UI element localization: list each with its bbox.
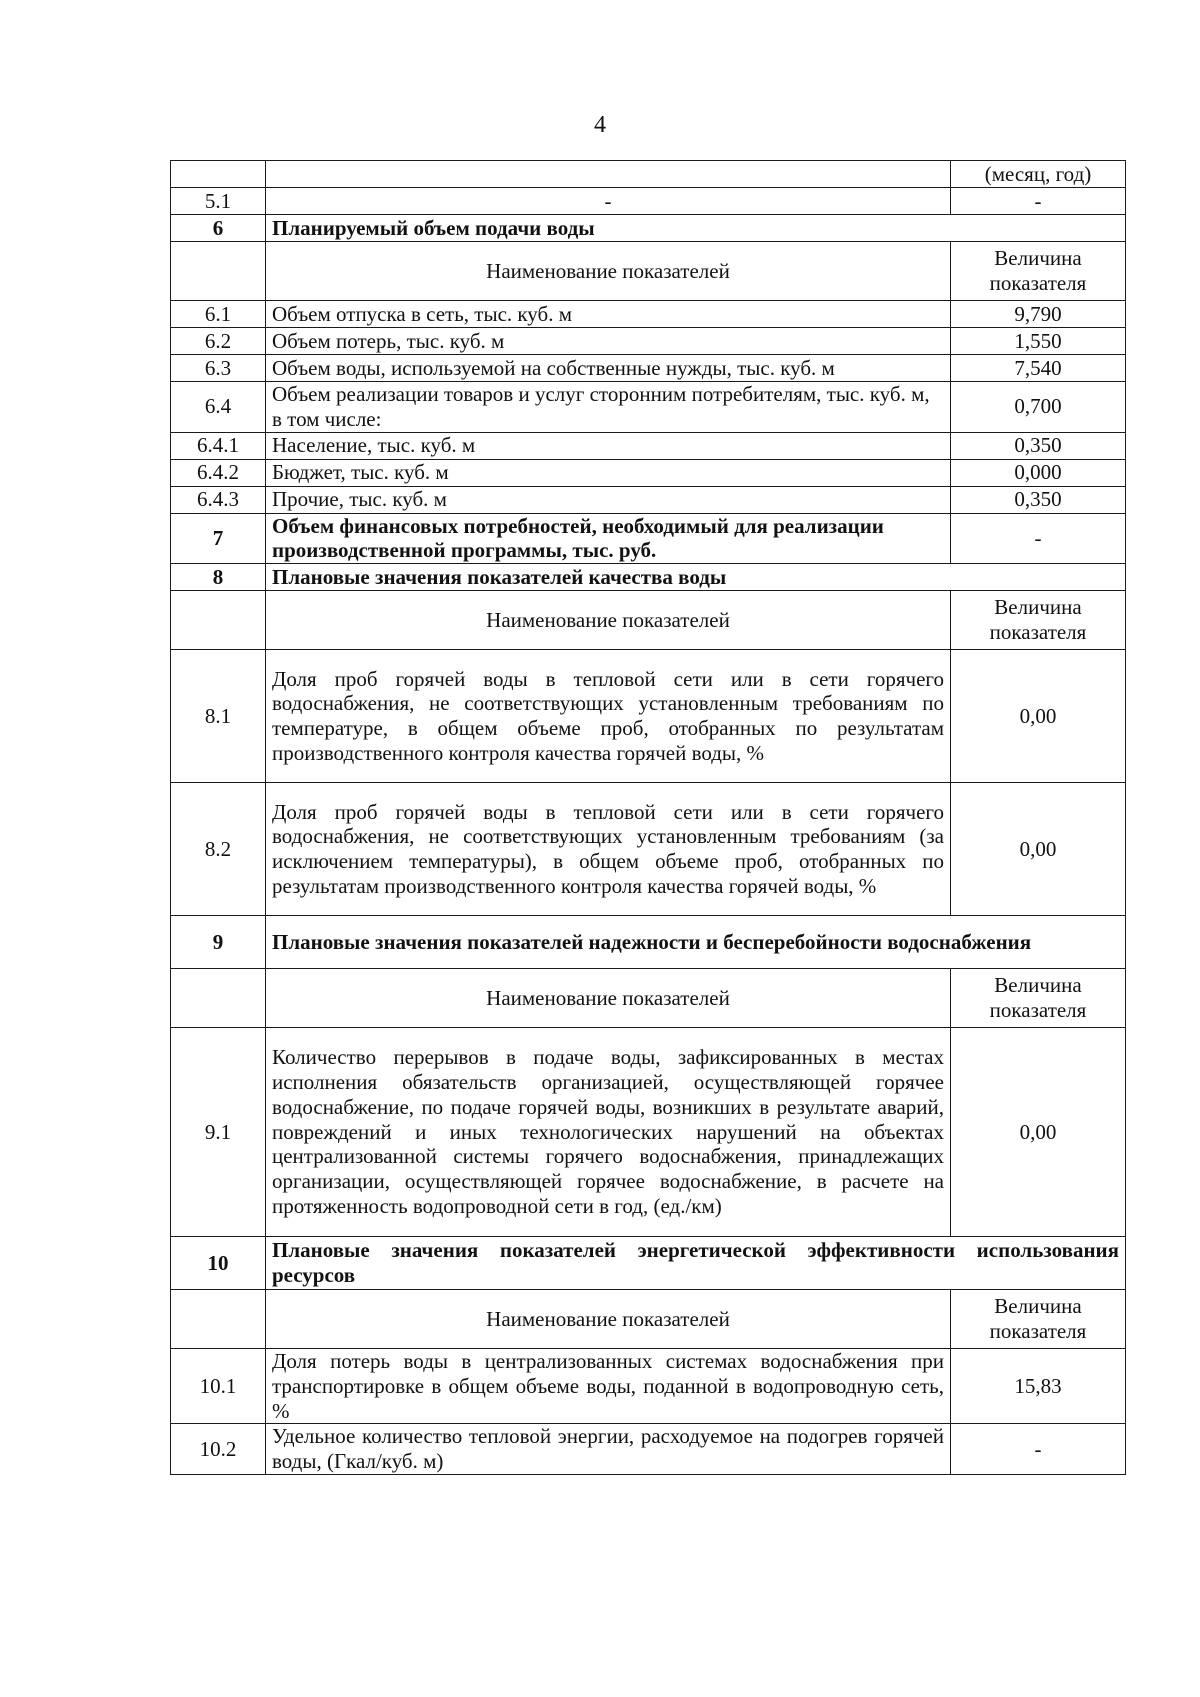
table-row [171, 486, 1126, 513]
header-value: Величина показателя [951, 1290, 1126, 1349]
table-row [171, 432, 1126, 459]
indicators-table [170, 160, 1126, 1475]
table-row [171, 459, 1126, 486]
row-number: 6.3 [171, 355, 266, 382]
page-number: 4 [594, 112, 606, 138]
section-number: 6 [171, 215, 266, 242]
section-row [171, 215, 1126, 242]
empty-cell [171, 969, 266, 1028]
header-name: Наименование показателей [266, 591, 951, 650]
row-number: 6.4.2 [171, 459, 266, 486]
table-row [171, 161, 1126, 188]
row-number: 10.2 [171, 1424, 266, 1475]
month-year-label: (месяц, год) [951, 161, 1126, 188]
row-number: 5.1 [171, 188, 266, 215]
row-number: 8.2 [171, 783, 266, 916]
row-value: 0,00 [951, 650, 1126, 783]
row-value: 1,550 [951, 328, 1126, 355]
section-title: Плановые значения показателей энергетической эффективности использования ресурсов [266, 1237, 1126, 1290]
row-number: 6.1 [171, 301, 266, 328]
row-number: 8.1 [171, 650, 266, 783]
section-row [171, 1237, 1126, 1290]
row-value: 7,540 [951, 355, 1126, 382]
section-title: Плановые значения показателей качества воды [266, 564, 1126, 591]
table-row [171, 783, 1126, 916]
section-row [171, 513, 1126, 564]
table-row [171, 382, 1126, 433]
row-number: 6.4.3 [171, 486, 266, 513]
row-name: Доля проб горячей воды в тепловой сети или в сети горячего водоснабжения, не соответствующих установленным требованиям по температуре, в общем объеме проб, отобранных по результатам производственного контроля качества горячей воды, % [266, 650, 951, 783]
row-value: 0,00 [951, 1028, 1126, 1237]
row-value: 15,83 [951, 1349, 1126, 1424]
section-title: Плановые значения показателей надежности и бесперебойности водоснабжения [266, 916, 1126, 969]
row-name: Доля потерь воды в централизованных системах водоснабжения при транспортировке в общем объеме воды, поданной в водопроводную сеть, % [266, 1349, 951, 1424]
header-value: Величина показателя [951, 969, 1126, 1028]
header-row [171, 591, 1126, 650]
table-row [171, 188, 1126, 215]
section-number: 8 [171, 564, 266, 591]
header-row [171, 1290, 1126, 1349]
row-name: Удельное количество тепловой энергии, расходуемое на подогрев горячей воды, (Гкал/куб. м) [266, 1424, 951, 1475]
row-value: - [951, 1424, 1126, 1475]
row-value: 9,790 [951, 301, 1126, 328]
table-row [171, 1349, 1126, 1424]
row-name: Объем потерь, тыс. куб. м [266, 328, 951, 355]
row-value: 0,350 [951, 432, 1126, 459]
header-name: Наименование показателей [266, 242, 951, 301]
row-value: - [951, 188, 1126, 215]
empty-cell [171, 591, 266, 650]
row-number: 6.4 [171, 382, 266, 433]
section-row [171, 916, 1126, 969]
row-number: 6.2 [171, 328, 266, 355]
empty-cell [171, 161, 266, 188]
section-number: 9 [171, 916, 266, 969]
section-value: - [951, 513, 1126, 564]
row-name: Количество перерывов в подаче воды, зафиксированных в местах исполнения обязательств организацией, осуществляющей горячее водоснабжение, по подаче горячей воды, возникших в результате аварий, повреждений и иных технологических нарушений на объектах централизованной системы горячего водоснабжения, принадлежащих организации, осуществляющей горячее водоснабжение, в расчете на протяженность водопроводной сети в год, (ед./км) [266, 1028, 951, 1237]
header-row [171, 242, 1126, 301]
row-name: Объем реализации товаров и услуг сторонним потребителям, тыс. куб. м, в том числе: [266, 382, 951, 433]
header-value: Величина показателя [951, 591, 1126, 650]
section-number: 7 [171, 513, 266, 564]
row-name: - [266, 188, 951, 215]
row-name: Бюджет, тыс. куб. м [266, 459, 951, 486]
header-name: Наименование показателей [266, 1290, 951, 1349]
row-name: Население, тыс. куб. м [266, 432, 951, 459]
table-row [171, 1424, 1126, 1475]
empty-cell [266, 161, 951, 188]
section-title: Планируемый объем подачи воды [266, 215, 1126, 242]
row-number: 10.1 [171, 1349, 266, 1424]
row-value: 0,700 [951, 382, 1126, 433]
section-number: 10 [171, 1237, 266, 1290]
row-name: Доля проб горячей воды в тепловой сети или в сети горячего водоснабжения, не соответствующих установленным требованиям (за исключением температуры), в общем объеме проб, отобранных по результатам производственного контроля качества горячей воды, % [266, 783, 951, 916]
table-row [171, 650, 1126, 783]
row-name: Объем отпуска в сеть, тыс. куб. м [266, 301, 951, 328]
row-value: 0,350 [951, 486, 1126, 513]
empty-cell [171, 1290, 266, 1349]
row-value: 0,00 [951, 783, 1126, 916]
row-number: 9.1 [171, 1028, 266, 1237]
table-row [171, 328, 1126, 355]
empty-cell [171, 242, 266, 301]
table-row [171, 355, 1126, 382]
section-title: Объем финансовых потребностей, необходимый для реализации производственной программы, тыс. руб. [266, 513, 951, 564]
row-number: 6.4.1 [171, 432, 266, 459]
table-row [171, 301, 1126, 328]
table-row [171, 1028, 1126, 1237]
header-name: Наименование показателей [266, 969, 951, 1028]
row-value: 0,000 [951, 459, 1126, 486]
row-name: Прочие, тыс. куб. м [266, 486, 951, 513]
section-row [171, 564, 1126, 591]
row-name: Объем воды, используемой на собственные нужды, тыс. куб. м [266, 355, 951, 382]
header-value: Величина показателя [951, 242, 1126, 301]
header-row [171, 969, 1126, 1028]
